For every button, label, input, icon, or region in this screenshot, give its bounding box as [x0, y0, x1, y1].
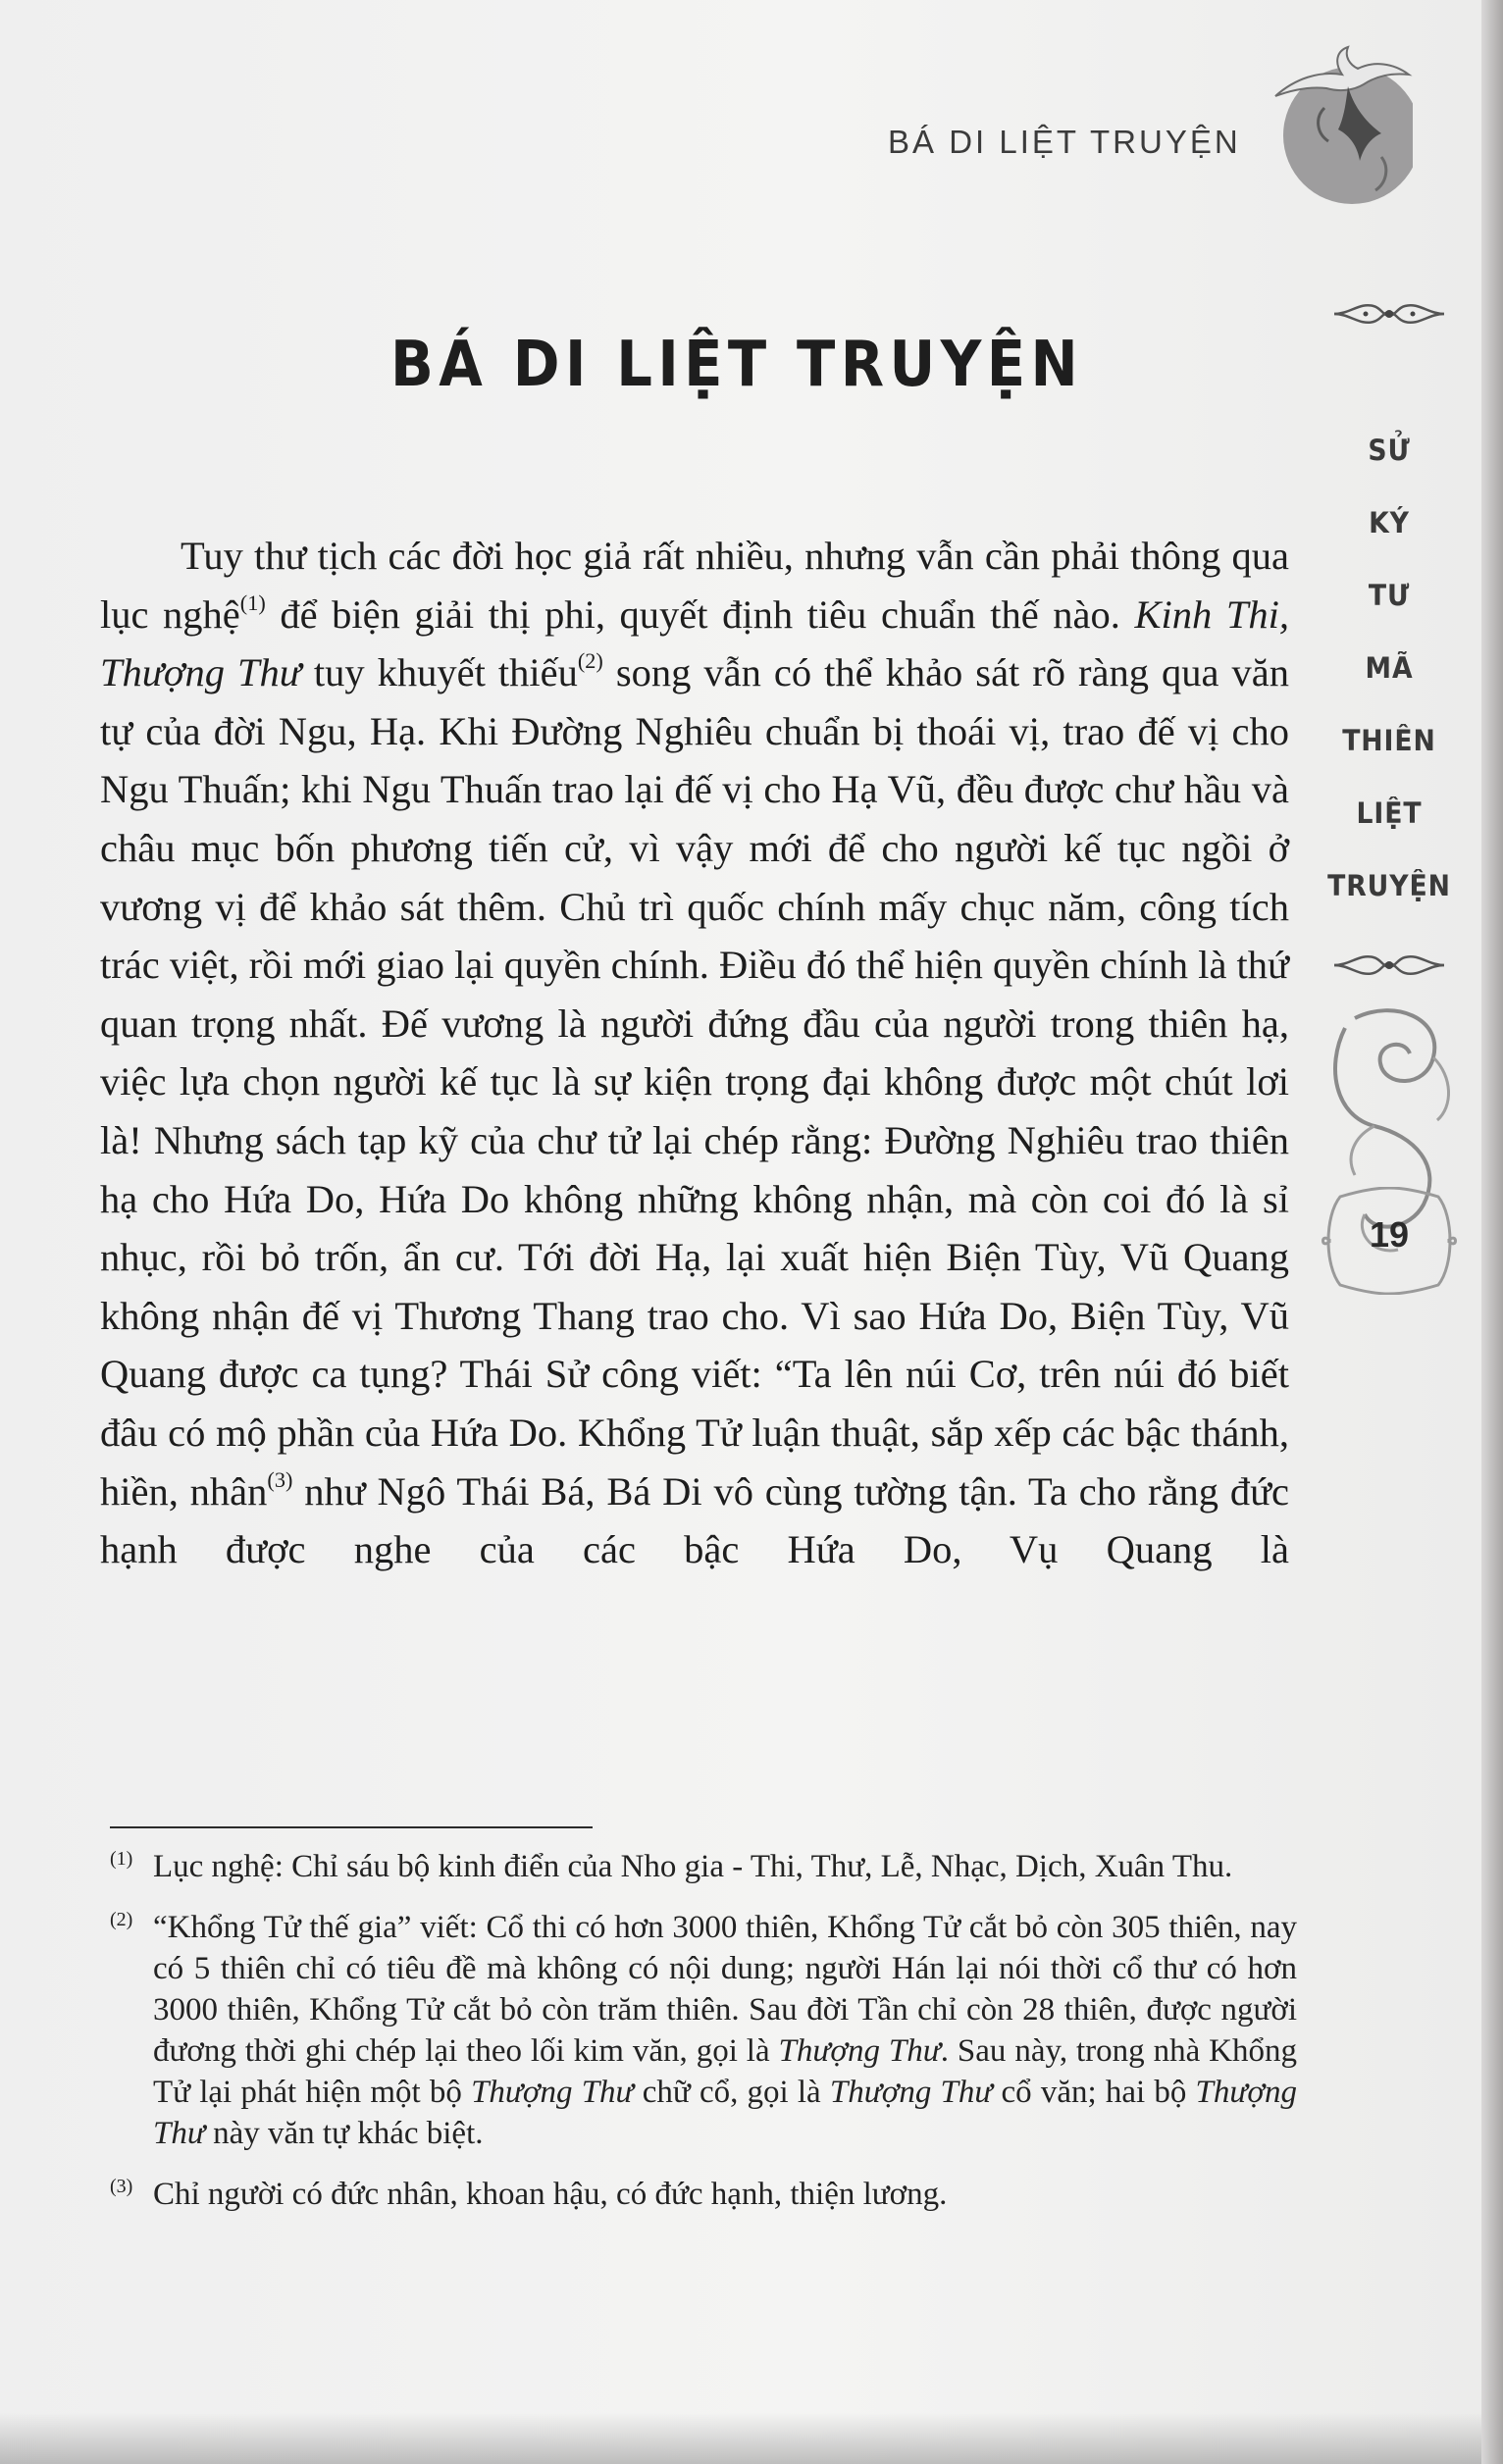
page-number: 19: [1369, 1214, 1410, 1255]
book-title-italic: Thượng Thư: [829, 2075, 993, 2110]
series-title-vertical: [1311, 414, 1468, 922]
book-title-italic: Kinh Thi, Thượng Thư: [100, 591, 1289, 695]
footnote-mark: (1): [110, 1848, 133, 1870]
side-series-column: [1311, 294, 1468, 1263]
footnote-text: chữ cổ, gọi là: [633, 2075, 830, 2110]
footnote-ref-2[interactable]: (2): [577, 648, 603, 674]
main-text: [100, 527, 1289, 1579]
footnote-3: [110, 2174, 1297, 2215]
footnote-mark: (2): [110, 1909, 133, 1930]
text-run: Tuy thư tịch các đời học giả rất nhiều, nhưng vẫn cần phải thông qua lục nghệ: [100, 534, 1289, 637]
footnotes: [110, 1846, 1297, 2234]
footnote-1: [110, 1846, 1297, 1887]
page-bottom-shadow: [0, 2413, 1481, 2464]
book-title-italic: Thượng Thư: [778, 2033, 941, 2069]
page-number-badge: [1321, 1187, 1458, 1295]
chapter-title: BÁ DI LIỆT TRUYỆN: [390, 329, 1084, 401]
series-word: MÃ: [1365, 651, 1414, 685]
book-title-italic: Thượng Thư: [471, 2075, 634, 2110]
ornament-divider-icon: [1330, 946, 1448, 985]
running-header: BÁ DI LIỆT TRUYỆN: [888, 124, 1241, 160]
series-word: SỬ: [1368, 434, 1411, 467]
ornament-divider-icon: [1330, 294, 1448, 334]
series-word: TRUYỆN: [1327, 869, 1451, 902]
series-word: THIÊN: [1342, 724, 1436, 757]
text-run: tuy khuyết thiếu: [300, 650, 578, 695]
footnote-ref-3[interactable]: (3): [267, 1466, 293, 1492]
paragraph: [100, 527, 1289, 1579]
text-run: để biện giải thị phi, quyết định tiêu chuẩn thế nào.: [265, 591, 1135, 637]
series-word: KÝ: [1369, 506, 1410, 539]
footnote-text: “Khổng Tử thế gia” viết: Cổ thi có hơn 3000 thiên, Khổng Tử cắt bỏ còn 305 thiên, nay có 5 thiên chỉ có tiêu đề mà không có nội dung; người Hán lại nói thời cổ thư có hơn 3000 thiên, Khổng Tử cắt bỏ còn trăm thiên. Sau đời Tần chỉ còn 28 thiên, được người đương thời ghi chép lại theo lối kim văn, gọi là: [153, 1910, 1297, 2069]
footnote-text: Chỉ người có đức nhân, khoan hậu, có đức hạnh, thiện lương.: [153, 2177, 948, 2212]
footnote-text: . Sau này, trong nhà Khổng Tử lại phát hiện một bộ: [153, 2033, 1297, 2110]
footnote-text: cổ văn; hai bộ: [992, 2075, 1196, 2110]
footnote-text: Lục nghệ: Chỉ sáu bộ kinh điển của Nho gia - Thi, Thư, Lễ, Nhạc, Dịch, Xuân Thu.: [153, 1849, 1233, 1884]
text-run: như Ngô Thái Bá, Bá Di vô cùng tường tận. Ta cho rằng đức hạnh được nghe của các bậc Hứa Do, Vụ Quang là: [100, 1468, 1289, 1572]
book-title-italic: Thượng Thư: [153, 2075, 1297, 2151]
text-run: song vẫn có thể khảo sát rõ ràng qua văn tự của đời Ngu, Hạ. Khi Đường Nghiêu chuẩn bị thoái vị, trao đế vị cho Ngu Thuấn; khi Ngu Thuấn trao lại đế vị cho Hạ Vũ, đều được chư hầu và châu mục bốn phương tiến cử, vì vậy mới để cho người kế tục ngồi ở vương vị để khảo sát thêm. Chủ trì quốc chính mấy chục năm, công tích trác việt, rồi mới giao lại quyền chính. Điều đó thể hiện quyền chính là thứ quan trọng nhất. Đế vương là người đứng đầu của người trong thiên hạ, việc lựa chọn người kế tục là sự kiện trọng đại không được một chút lơi là! Nhưng sách tạp kỹ của chư tử lại chép rằng: Đường Nghiêu trao thiên hạ cho Hứa Do, Hứa Do không những không nhận, mà còn coi đó là sỉ nhục, rồi bỏ trốn, ẩn cư. Tới đời Hạ, lại xuất hiện Biện Tùy, Vũ Quang không nhận đế vị Thương Thang trao cho. Vì sao Hứa Do, Biện Tùy, Vũ Quang được ca tụng? Thái Sử công viết: “Ta lên núi Cơ, trên núi đó biết đâu có mộ phần của Hứa Do. Khổng Tử luận thuật, sắp xếp các bậc thánh, hiền, nhân: [100, 650, 1289, 1514]
footnote-text: này văn tự khác biệt.: [204, 2116, 484, 2151]
footnote-2: [110, 1907, 1297, 2154]
footnote-mark: (3): [110, 2176, 133, 2197]
page-edge: [1481, 0, 1503, 2464]
footnote-separator: [110, 1826, 593, 1828]
series-word: LIỆT: [1356, 796, 1423, 830]
series-word: TƯ: [1368, 579, 1411, 612]
crane-seal-icon: [1266, 39, 1413, 206]
bleed-through-series: [1350, 1452, 1448, 1520]
footnote-ref-1[interactable]: (1): [239, 590, 266, 615]
